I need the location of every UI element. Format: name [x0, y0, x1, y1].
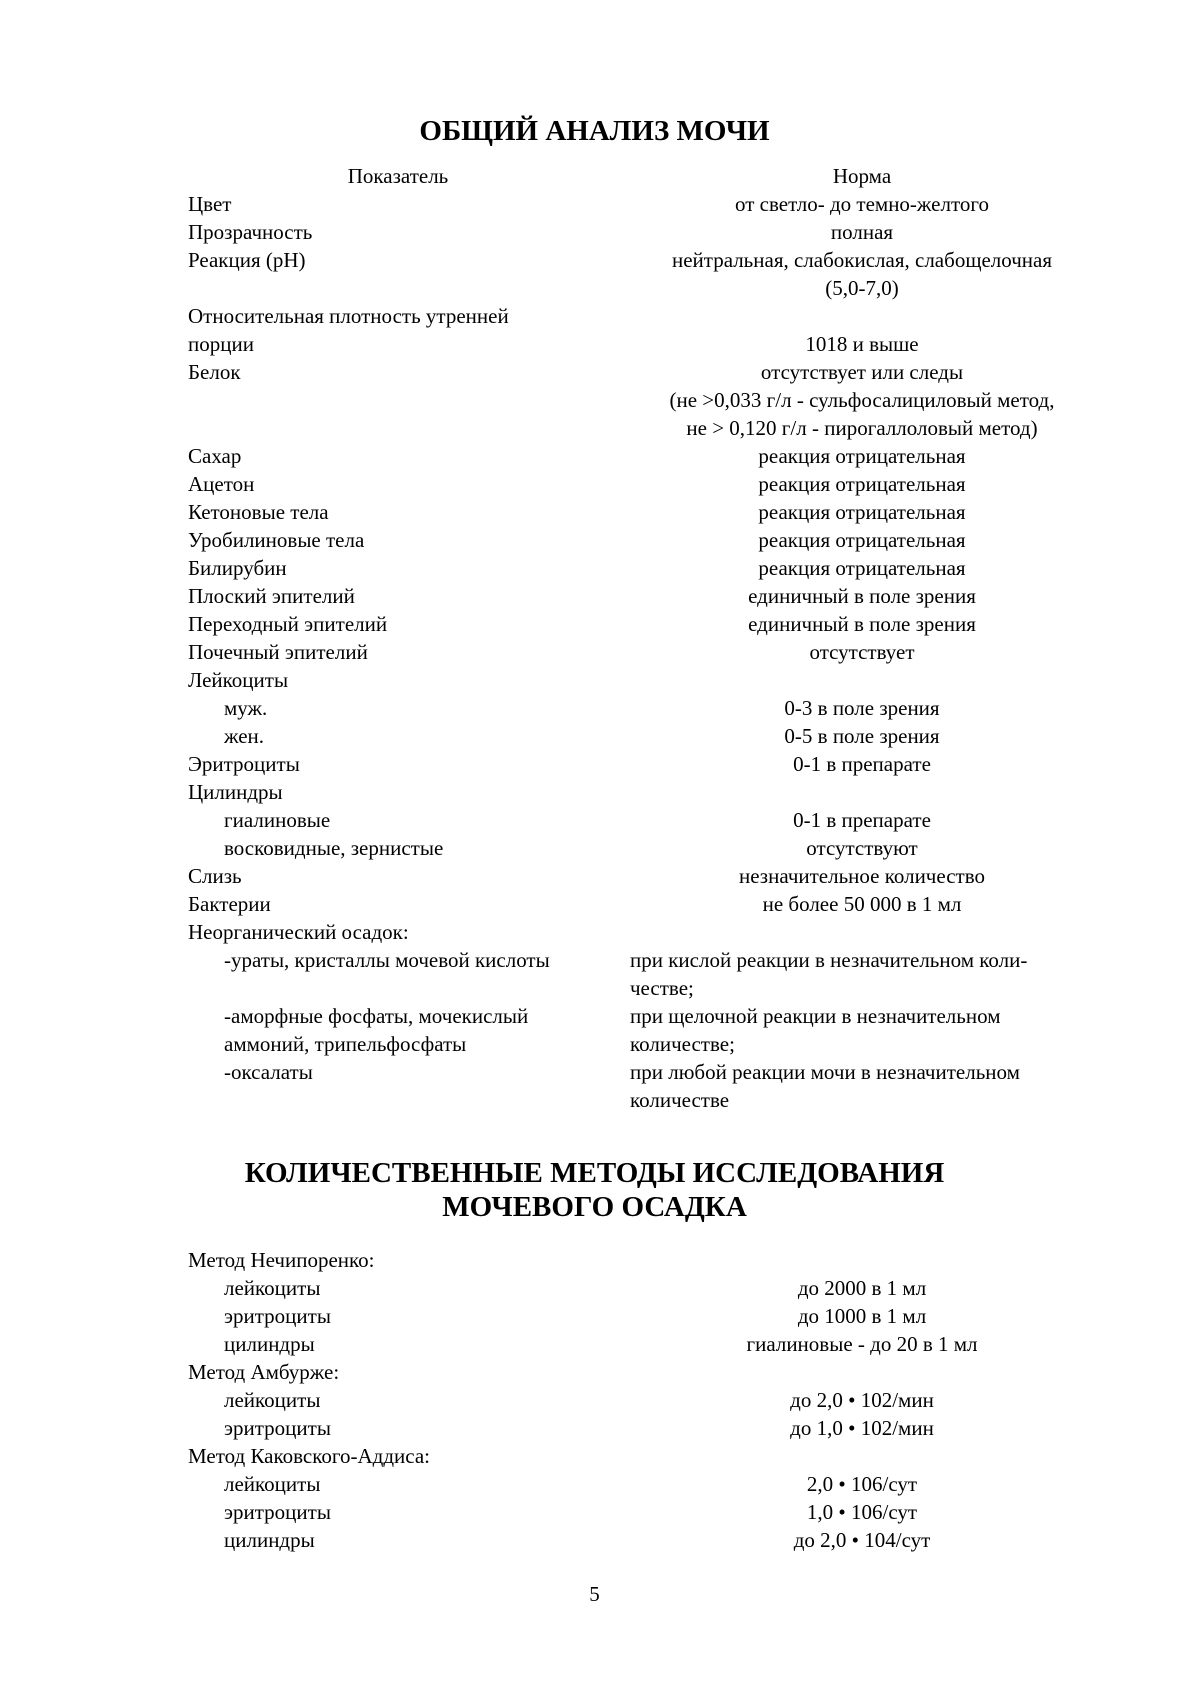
indicator-sublabel: аммоний, трипельфосфаты — [224, 1032, 467, 1056]
norm-value: (5,0-7,0) — [825, 276, 899, 300]
norm-value: реакция отрицательная — [758, 528, 966, 552]
table-row — [0, 218, 1189, 246]
method-value: 1,0 • 106/сут — [806, 1500, 918, 1524]
norm-value: количестве; — [630, 1032, 735, 1056]
norm-value: реакция отрицательная — [758, 500, 966, 524]
method-item: цилиндры — [224, 1332, 315, 1356]
method-value: до 1,0 • 102/мин — [790, 1416, 934, 1440]
table-row — [0, 246, 1189, 274]
table-row — [0, 526, 1189, 554]
table-row — [0, 1086, 1189, 1114]
indicator-label: Ацетон — [188, 472, 255, 496]
indicator-label: Реакция (pH) — [188, 248, 306, 272]
table-row — [0, 470, 1189, 498]
indicator-label: Неорганический осадок: — [188, 920, 409, 944]
method-item: лейкоциты — [224, 1388, 321, 1412]
indicator-label: Лейкоциты — [188, 668, 289, 692]
norm-value: количестве — [630, 1088, 730, 1112]
page-number: 5 — [589, 1582, 600, 1606]
norm-value: 0-5 в поле зрения — [784, 724, 940, 748]
indicator-label: Слизь — [188, 864, 242, 888]
table-row — [0, 666, 1189, 694]
indicator-sublabel: муж. — [224, 696, 268, 720]
indicator-label: Переходный эпителий — [188, 612, 388, 636]
method-row — [0, 1302, 1189, 1330]
method-row — [0, 1526, 1189, 1554]
indicator-label: Относительная плотность утренней — [188, 304, 509, 328]
method-value: до 2000 в 1 мл — [797, 1276, 927, 1300]
table-row — [0, 1030, 1189, 1058]
table-row — [0, 442, 1189, 470]
method-item: лейкоциты — [224, 1472, 321, 1496]
norm-value: реакция отрицательная — [758, 556, 966, 580]
indicator-label: порции — [188, 332, 254, 356]
method-row — [0, 1246, 1189, 1274]
method-value: 2,0 • 106/сут — [806, 1472, 918, 1496]
indicator-sublabel: -аморфные фосфаты, мочекислый — [224, 1004, 529, 1028]
method-item: цилиндры — [224, 1528, 315, 1552]
norm-value: при кислой реакции в незначительном коли- — [630, 948, 1028, 972]
norm-value: 0-1 в препарате — [793, 808, 931, 832]
norm-value: при щелочной реакции в незначительном — [630, 1004, 1001, 1028]
method-row — [0, 1358, 1189, 1386]
norm-value: реакция отрицательная — [758, 444, 966, 468]
method-value: до 1000 в 1 мл — [797, 1304, 927, 1328]
norm-value: не > 0,120 г/л - пирогаллоловый метод) — [686, 416, 1038, 440]
norm-value: при любой реакции мочи в незначительном — [630, 1060, 1020, 1084]
norm-value: незначительное количество — [738, 864, 985, 888]
method-name: Метод Каковского-Аддиса: — [188, 1444, 430, 1468]
indicator-label: Билирубин — [188, 556, 287, 580]
indicator-sublabel: -ураты, кристаллы мочевой кислоты — [224, 948, 550, 972]
norm-value: от светло- до темно-желтого — [735, 192, 989, 216]
norm-value: не более 50 000 в 1 мл — [762, 892, 962, 916]
page-title: ОБЩИЙ АНАЛИЗ МОЧИ — [419, 115, 770, 147]
table-row — [0, 890, 1189, 918]
method-row — [0, 1330, 1189, 1358]
method-name: Метод Амбурже: — [188, 1360, 340, 1384]
norm-value: 1018 и выше — [805, 332, 919, 356]
section-title-line-1: КОЛИЧЕСТВЕННЫЕ МЕТОДЫ ИССЛЕДОВАНИЯ — [244, 1157, 945, 1189]
method-row — [0, 1498, 1189, 1526]
table-row — [0, 582, 1189, 610]
indicator-label: Плоский эпителий — [188, 584, 355, 608]
norm-value: отсутствуют — [806, 836, 918, 860]
indicator-label: Цилиндры — [188, 780, 283, 804]
indicator-sublabel: восковидные, зернистые — [224, 836, 444, 860]
table-row — [0, 862, 1189, 890]
method-value: гиалиновые - до 20 в 1 мл — [746, 1332, 978, 1356]
norm-value: 0-1 в препарате — [793, 752, 931, 776]
method-item: лейкоциты — [224, 1276, 321, 1300]
table-row — [0, 610, 1189, 638]
table-row — [0, 498, 1189, 526]
table-row — [0, 694, 1189, 722]
table-header — [0, 162, 1189, 190]
norm-value: единичный в поле зрения — [748, 584, 976, 608]
table-row — [0, 638, 1189, 666]
norm-value: отсутствует или следы — [760, 360, 964, 384]
table-row — [0, 918, 1189, 946]
indicator-label: Кетоновые тела — [188, 500, 329, 524]
norm-value: 0-3 в поле зрения — [784, 696, 940, 720]
table-row — [0, 778, 1189, 806]
table-row — [0, 946, 1189, 974]
table-row — [0, 358, 1189, 386]
header-norm: Норма — [832, 164, 892, 188]
indicator-label: Прозрачность — [188, 220, 313, 244]
table-row — [0, 274, 1189, 302]
norm-value: (не >0,033 г/л - сульфосалициловый метод, — [669, 388, 1055, 412]
table-row — [0, 414, 1189, 442]
table-row — [0, 806, 1189, 834]
table-row — [0, 974, 1189, 1002]
method-row — [0, 1470, 1189, 1498]
section-title — [0, 1156, 1189, 1224]
table-row — [0, 302, 1189, 330]
table-row — [0, 190, 1189, 218]
indicator-sublabel: гиалиновые — [224, 808, 331, 832]
method-row — [0, 1274, 1189, 1302]
indicator-label: Белок — [188, 360, 241, 384]
indicator-sublabel: -оксалаты — [224, 1060, 313, 1084]
norm-value: нейтральная, слабокислая, слабощелочная — [671, 248, 1053, 272]
method-row — [0, 1386, 1189, 1414]
table-row — [0, 722, 1189, 750]
indicator-label: Уробилиновые тела — [188, 528, 365, 552]
indicator-sublabel: жен. — [224, 724, 265, 748]
method-row — [0, 1414, 1189, 1442]
table-row — [0, 750, 1189, 778]
norm-value: отсутствует — [809, 640, 915, 664]
table-row — [0, 386, 1189, 414]
method-item: эритроциты — [224, 1416, 331, 1440]
indicator-label: Сахар — [188, 444, 242, 468]
method-item: эритроциты — [224, 1500, 331, 1524]
method-value: до 2,0 • 102/мин — [790, 1388, 934, 1412]
header-indicator: Показатель — [347, 164, 449, 188]
table-row — [0, 1058, 1189, 1086]
method-value: до 2,0 • 104/сут — [793, 1528, 931, 1552]
indicator-label: Бактерии — [188, 892, 271, 916]
norm-value: честве; — [630, 976, 694, 1000]
norm-value: реакция отрицательная — [758, 472, 966, 496]
table-row — [0, 1002, 1189, 1030]
indicator-label: Цвет — [188, 192, 232, 216]
norm-value: полная — [830, 220, 894, 244]
method-name: Метод Нечипоренко: — [188, 1248, 375, 1272]
table-row — [0, 554, 1189, 582]
method-row — [0, 1442, 1189, 1470]
indicator-label: Почечный эпителий — [188, 640, 368, 664]
method-item: эритроциты — [224, 1304, 331, 1328]
norm-value: единичный в поле зрения — [748, 612, 976, 636]
section-title-line-2: МОЧЕВОГО ОСАДКА — [442, 1191, 747, 1223]
table-row — [0, 330, 1189, 358]
table-row — [0, 834, 1189, 862]
indicator-label: Эритроциты — [188, 752, 300, 776]
